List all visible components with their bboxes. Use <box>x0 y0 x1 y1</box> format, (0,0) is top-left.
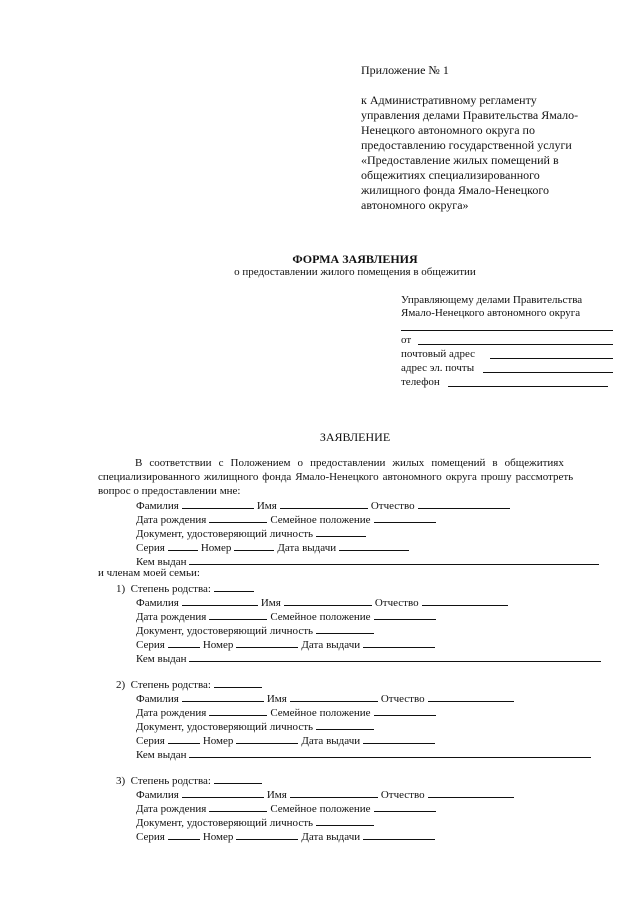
id-doc-label: Документ, удостоверяющий личность <box>136 625 314 637</box>
issue-date-label: Дата выдачи <box>301 735 361 747</box>
marital-label: Семейное положение <box>270 707 371 719</box>
email-field[interactable] <box>483 372 613 373</box>
birthdate-field[interactable] <box>209 609 267 620</box>
family-intro: и членам моей семьи: <box>98 567 200 579</box>
series-field[interactable] <box>168 733 200 744</box>
surname-field[interactable] <box>182 691 264 702</box>
kinship-label: Степень родства: <box>130 775 211 787</box>
addressee-line1: Управляющему делами Правительства <box>401 294 583 306</box>
birthdate-field[interactable] <box>209 512 267 523</box>
statement-heading: ЗАЯВЛЕНИЕ <box>319 430 391 444</box>
patronymic-label: Отчество <box>370 500 415 512</box>
form-title: ФОРМА ЗАЯВЛЕНИЯ <box>292 252 418 266</box>
name-label: Имя <box>266 789 287 801</box>
marital-label: Семейное положение <box>270 514 371 526</box>
birthdate-label: Дата рождения <box>136 514 207 526</box>
kinship-label: Степень родства: <box>130 679 211 691</box>
number-field[interactable] <box>236 733 298 744</box>
id-doc-label: Документ, удостоверяющий личность <box>136 528 314 540</box>
patronymic-field[interactable] <box>428 787 514 798</box>
issued-by-field[interactable] <box>189 651 601 662</box>
issue-date-field[interactable] <box>339 540 409 551</box>
member-1-kinship-row <box>116 581 257 596</box>
number-field[interactable] <box>236 829 298 840</box>
member-3-birth-row <box>136 801 439 816</box>
issue-date-label: Дата выдачи <box>277 542 337 554</box>
applicant-name-row <box>136 498 513 513</box>
member-3-series-row <box>136 829 438 844</box>
member-2-issued-row <box>136 747 594 762</box>
name-label: Имя <box>260 597 281 609</box>
statement-para-line1: В соответствии с Положением о предоставлении жилых помещений в общежитиях <box>135 457 564 469</box>
birthdate-label: Дата рождения <box>136 611 207 623</box>
issued-by-field[interactable] <box>189 747 591 758</box>
name-field[interactable] <box>280 498 368 509</box>
name-field[interactable] <box>290 691 378 702</box>
surname-label: Фамилия <box>136 789 179 801</box>
applicant-birth-row <box>136 512 439 527</box>
series-field[interactable] <box>168 540 198 551</box>
number-label: Номер <box>202 735 234 747</box>
surname-field[interactable] <box>182 498 254 509</box>
member-1-doc-row <box>136 623 377 638</box>
appendix-line: к Административному регламенту <box>361 93 537 107</box>
postal-field[interactable] <box>490 358 613 359</box>
member-2-doc-row <box>136 719 377 734</box>
kinship-label: Степень родства: <box>130 583 211 595</box>
member-2-birth-row <box>136 705 439 720</box>
addressee-blank-line[interactable] <box>401 330 613 331</box>
number-label: Номер <box>202 831 234 843</box>
appendix-number: Приложение № 1 <box>361 63 449 77</box>
id-doc-field[interactable] <box>316 526 366 537</box>
issued-by-field[interactable] <box>189 554 599 565</box>
member-number: 1) <box>116 583 126 595</box>
patronymic-label: Отчество <box>380 693 425 705</box>
issue-date-field[interactable] <box>363 637 435 648</box>
appendix-line: предоставлению государственной услуги <box>361 138 572 152</box>
marital-field[interactable] <box>374 512 436 523</box>
issued-by-label: Кем выдан <box>136 749 187 761</box>
form-subtitle: о предоставлении жилого помещения в общежитии <box>234 266 476 278</box>
member-1-issued-row <box>136 651 604 666</box>
member-1-name-row <box>136 595 511 610</box>
birthdate-field[interactable] <box>209 705 267 716</box>
issue-date-label: Дата выдачи <box>301 639 361 651</box>
series-label: Серия <box>136 639 165 651</box>
id-doc-label: Документ, удостоверяющий личность <box>136 817 314 829</box>
appendix-line: «Предоставление жилых помещений в <box>361 153 559 167</box>
name-field[interactable] <box>290 787 378 798</box>
series-label: Серия <box>136 735 165 747</box>
member-2-series-row <box>136 733 438 748</box>
member-3-kinship-row <box>116 773 265 788</box>
number-field[interactable] <box>234 540 274 551</box>
from-field[interactable] <box>418 344 613 345</box>
member-3-name-row <box>136 787 517 802</box>
appendix-line: управления делами Правительства Ямало- <box>361 108 579 122</box>
issued-by-label: Кем выдан <box>136 653 187 665</box>
series-field[interactable] <box>168 637 200 648</box>
marital-field[interactable] <box>374 705 436 716</box>
member-1-series-row <box>136 637 438 652</box>
appendix-line: жилищного фонда Ямало-Ненецкого <box>361 183 549 197</box>
surname-label: Фамилия <box>136 500 179 512</box>
kinship-field[interactable] <box>214 773 262 784</box>
statement-para-line2: специализированного жилищного фонда Ямало-Ненецкого автономного округа прошу рассмотреть <box>98 471 574 483</box>
issued-by-label: Кем выдан <box>136 556 187 568</box>
appendix-line: общежитиях специализированного <box>361 168 540 182</box>
series-field[interactable] <box>168 829 200 840</box>
postal-label: почтовый адрес <box>401 348 476 360</box>
marital-label: Семейное положение <box>270 611 371 623</box>
email-label: адрес эл. почты <box>401 362 475 374</box>
surname-label: Фамилия <box>136 597 179 609</box>
appendix-line: автономного округа» <box>361 198 469 212</box>
phone-label: телефон <box>401 376 440 388</box>
id-doc-field[interactable] <box>316 815 374 826</box>
addressee-line2: Ямало-Ненецкого автономного округа <box>401 307 581 319</box>
id-doc-label: Документ, удостоверяющий личность <box>136 721 314 733</box>
number-label: Номер <box>200 542 232 554</box>
patronymic-label: Отчество <box>380 789 425 801</box>
applicant-issued-row <box>136 554 602 569</box>
applicant-series-row <box>136 540 412 555</box>
member-number: 3) <box>116 775 126 787</box>
surname-field[interactable] <box>182 595 258 606</box>
birthdate-field[interactable] <box>209 801 267 812</box>
patronymic-field[interactable] <box>428 691 514 702</box>
appendix-line: Ненецкого автономного округа по <box>361 123 535 137</box>
birthdate-label: Дата рождения <box>136 803 207 815</box>
name-label: Имя <box>256 500 277 512</box>
patronymic-field[interactable] <box>418 498 510 509</box>
kinship-field[interactable] <box>214 581 254 592</box>
name-field[interactable] <box>284 595 372 606</box>
applicant-doc-row <box>136 526 369 541</box>
marital-label: Семейное положение <box>270 803 371 815</box>
id-doc-field[interactable] <box>316 719 374 730</box>
number-label: Номер <box>202 639 234 651</box>
phone-field[interactable] <box>448 386 608 387</box>
kinship-field[interactable] <box>214 677 262 688</box>
from-label: от <box>401 334 412 346</box>
marital-field[interactable] <box>374 801 436 812</box>
marital-field[interactable] <box>374 609 436 620</box>
number-field[interactable] <box>236 637 298 648</box>
member-3-doc-row <box>136 815 377 830</box>
issue-date-label: Дата выдачи <box>301 831 361 843</box>
statement-para-line3: вопрос о предоставлении мне: <box>98 485 241 497</box>
surname-label: Фамилия <box>136 693 179 705</box>
member-2-name-row <box>136 691 517 706</box>
id-doc-field[interactable] <box>316 623 374 634</box>
member-1-birth-row <box>136 609 439 624</box>
member-2-kinship-row <box>116 677 265 692</box>
birthdate-label: Дата рождения <box>136 707 207 719</box>
patronymic-field[interactable] <box>422 595 508 606</box>
issue-date-field[interactable] <box>363 829 435 840</box>
series-label: Серия <box>136 542 165 554</box>
patronymic-label: Отчество <box>374 597 419 609</box>
issue-date-field[interactable] <box>363 733 435 744</box>
name-label: Имя <box>266 693 287 705</box>
surname-field[interactable] <box>182 787 264 798</box>
series-label: Серия <box>136 831 165 843</box>
member-number: 2) <box>116 679 126 691</box>
